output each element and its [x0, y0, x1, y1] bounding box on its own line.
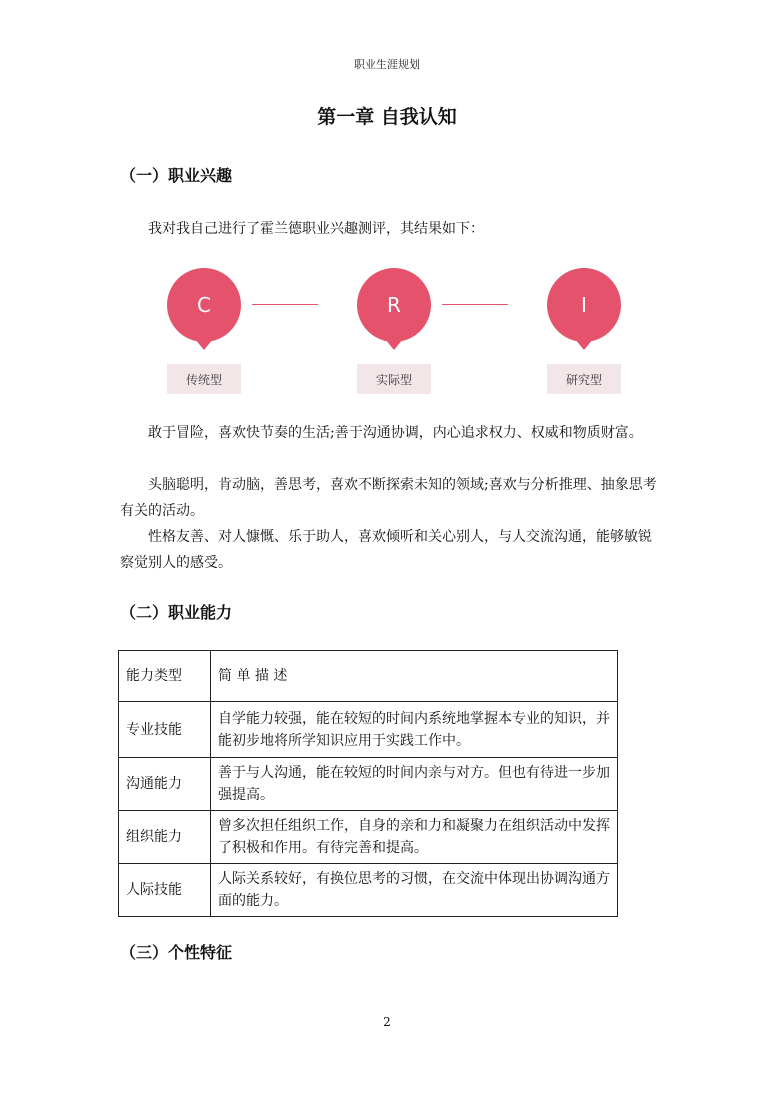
connector-line: [252, 304, 318, 305]
table-row: [119, 811, 618, 864]
interest-paragraph: 性格友善、对人慷慨、乐于助人，喜欢倾听和关心别人，与人交流沟通，能够敏锐察觉别人的感受。: [120, 529, 652, 571]
table-header-cell: 简 单 描 述: [211, 651, 618, 702]
table-row: [119, 702, 618, 758]
connector-line: [442, 304, 508, 305]
table-cell-desc: 自学能力较强，能在较短的时间内系统地掌握本专业的知识，并能初步地将所学知识应用于实践工作中。: [211, 702, 618, 758]
node-circle: I: [547, 268, 621, 342]
table-cell-type: 组织能力: [119, 811, 211, 864]
node-circle: C: [167, 268, 241, 342]
table-row: [119, 864, 618, 917]
interest-paragraph: 头脑聪明，肯动脑，善思考，喜欢不断探索未知的领域;喜欢与分析推理、抽象思考有关的活动。: [120, 477, 657, 519]
table-cell-desc: 善于与人沟通，能在较短的时间内亲与对方。但也有待进一步加强提高。: [211, 758, 618, 811]
section-heading-personality: （三）个性特征: [120, 943, 233, 962]
holland-node-c: [167, 268, 241, 350]
holland-node-i: [547, 268, 621, 350]
interest-paragraph: 敢于冒险，喜欢快节奏的生活;善于沟通协调，内心追求权力、权威和物质财富。: [148, 425, 643, 441]
node-label: 研究型: [547, 364, 621, 394]
node-label: 传统型: [167, 364, 241, 394]
table-header-row: [119, 651, 618, 702]
page-number: 2: [383, 1015, 391, 1029]
table-header-cell: 能力类型: [119, 651, 211, 702]
running-header: 职业生涯规划: [354, 58, 420, 71]
holland-node-r: [357, 268, 431, 350]
node-label: 实际型: [357, 364, 431, 394]
node-circle: R: [357, 268, 431, 342]
holland-code-diagram: [165, 268, 625, 398]
chapter-title: 第一章 自我认知: [317, 106, 457, 128]
table-cell-type: 人际技能: [119, 864, 211, 917]
table-cell-type: 沟通能力: [119, 758, 211, 811]
section-heading-interest: （一）职业兴趣: [120, 166, 233, 185]
interest-intro: 我对我自己进行了霍兰德职业兴趣测评，其结果如下：: [148, 221, 484, 237]
section-heading-ability: （二）职业能力: [120, 603, 233, 622]
table-cell-type: 专业技能: [119, 702, 211, 758]
table-row: [119, 758, 618, 811]
table-cell-desc: 曾多次担任组织工作，自身的亲和力和凝聚力在组织活动中发挥了积极和作用。有待完善和提高。: [211, 811, 618, 864]
ability-table: [118, 650, 618, 917]
table-cell-desc: 人际关系较好，有换位思考的习惯，在交流中体现出协调沟通方面的能力。: [211, 864, 618, 917]
